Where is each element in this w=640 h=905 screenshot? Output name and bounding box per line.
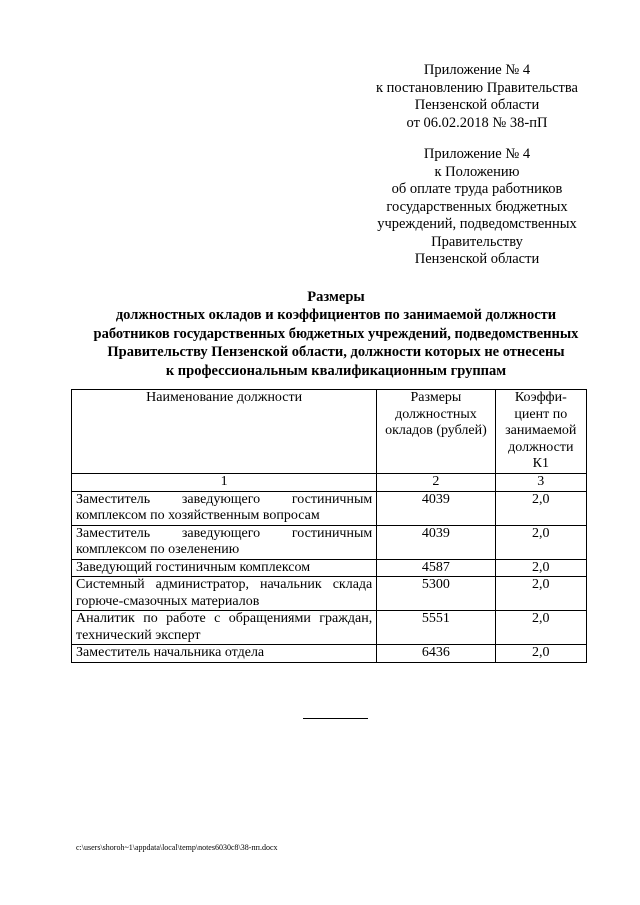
- coefficient-value: 2,0: [495, 559, 586, 577]
- position-name: Заведующий гостиничным комплексом: [72, 559, 377, 577]
- header-text: занимаемой: [505, 423, 577, 438]
- table-row: [72, 491, 587, 525]
- position-name: Аналитик по работе с обращениями граждан, технический эксперт: [72, 611, 377, 645]
- coefficient-value: 2,0: [495, 645, 586, 663]
- header-text: должности: [508, 439, 574, 455]
- header-salary: [377, 390, 495, 474]
- appendix-regulation-line: Пензенской области: [414, 251, 540, 267]
- appendix-regulation-line: учреждений, подведомственных: [377, 216, 577, 232]
- salary-value: 5551: [377, 611, 495, 645]
- column-number: 2: [377, 474, 495, 492]
- appendix-regulation-block: [352, 146, 602, 269]
- appendix-decree-line: Приложение № 4: [423, 62, 531, 78]
- appendix-regulation-line: государственных бюджетных: [386, 198, 568, 215]
- appendix-decree-line: от 06.02.2018 № 38-пП: [406, 114, 548, 131]
- table-row: [72, 577, 587, 611]
- coefficient-value: 2,0: [495, 491, 586, 525]
- appendix-regulation-line: об оплате труда работников: [391, 181, 563, 197]
- position-name: Заместитель начальника отдела: [72, 645, 377, 663]
- position-name: Заместитель заведующего гостиничным комплексом по озеленению: [72, 525, 377, 559]
- salary-table: [71, 389, 587, 663]
- title-line: Правительству Пензенской области, должности которых не отнесены: [107, 344, 565, 361]
- header-text: окладов (рублей): [385, 423, 487, 438]
- header-text: Размеры: [410, 390, 462, 405]
- position-name: Системный администратор, начальник склада горюче-смазочных материалов: [72, 577, 377, 611]
- header-coefficient: [495, 390, 586, 474]
- column-number-row: [72, 474, 587, 492]
- position-name: Заместитель заведующего гостиничным комплексом по хозяйственным вопросам: [72, 491, 377, 525]
- coefficient-value: 2,0: [495, 525, 586, 559]
- title-line: к профессиональным квалификационным группам: [165, 362, 507, 379]
- header-position-name: [72, 390, 377, 474]
- appendix-decree-line: Пензенской области: [414, 97, 540, 113]
- header-text: циент по: [514, 406, 568, 422]
- appendix-regulation-line: Правительству: [431, 233, 523, 250]
- coefficient-value: 2,0: [495, 577, 586, 611]
- document-title: [60, 288, 612, 380]
- table-row: [72, 645, 587, 663]
- coefficient-value: 2,0: [495, 611, 586, 645]
- title-line: Размеры: [307, 289, 365, 305]
- column-number: 1: [72, 474, 377, 492]
- table-header-row: [72, 390, 587, 474]
- separator-line: [303, 718, 368, 719]
- appendix-decree-line: к постановлению Правительства: [376, 79, 578, 96]
- salary-value: 5300: [377, 577, 495, 611]
- header-text: должностных: [395, 406, 477, 422]
- salary-value: 4587: [377, 559, 495, 577]
- title-line: работников государственных бюджетных учреждений, подведомственных: [93, 325, 579, 342]
- table-row: [72, 611, 587, 645]
- appendix-regulation-line: Приложение № 4: [423, 146, 531, 162]
- salary-value: 4039: [377, 491, 495, 525]
- appendix-decree-block: [352, 62, 602, 132]
- header-text: К1: [532, 456, 549, 471]
- title-line: должностных окладов и коэффициентов по занимаемой должности: [115, 307, 557, 324]
- column-number: 3: [495, 474, 586, 492]
- table-row: [72, 559, 587, 577]
- salary-value: 4039: [377, 525, 495, 559]
- table-row: [72, 525, 587, 559]
- header-text: Наименование должности: [146, 390, 303, 405]
- file-path-footer: c:\users\shoroh~1\appdata\local\temp\notes6030c8\38-пп.docx: [76, 843, 278, 852]
- salary-value: 6436: [377, 645, 495, 663]
- header-text: Коэффи-: [514, 390, 567, 405]
- appendix-regulation-line: к Положению: [434, 163, 520, 180]
